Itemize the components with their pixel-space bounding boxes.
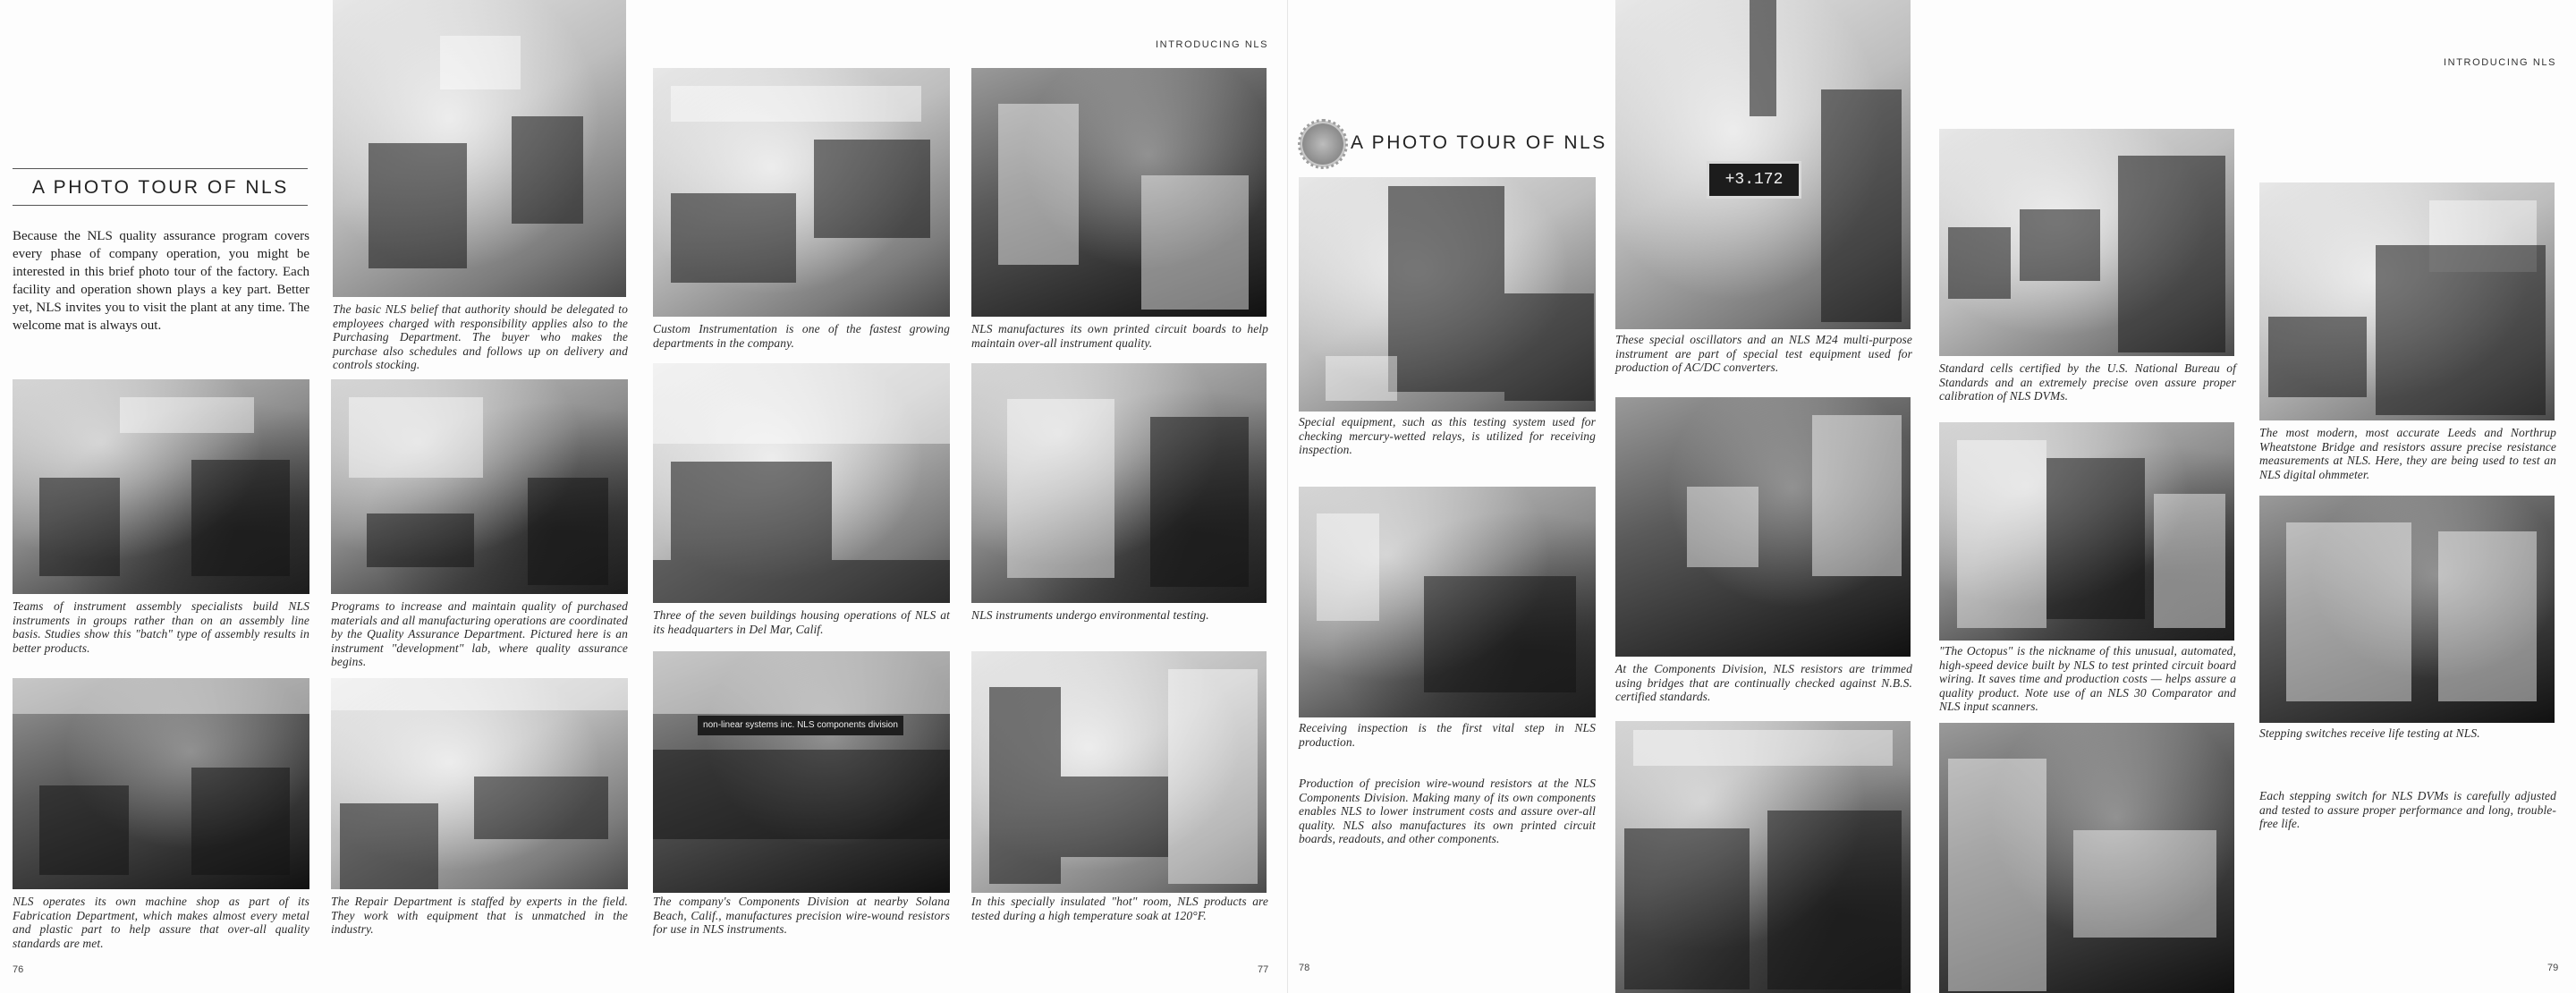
section-title: A PHOTO TOUR OF NLS — [32, 177, 289, 198]
folio-78: 78 — [1299, 963, 1310, 973]
photo-oscillators — [1615, 0, 1911, 329]
photo-assembly — [13, 379, 309, 594]
photo-headquarters — [653, 363, 950, 603]
running-head: INTRODUCING NLS — [1156, 39, 1269, 50]
caption-assembly: Teams of instrument assembly specialists build NLS instruments in groups rather than on an assembly line basis. Studies show this "batch" type of assembly results in better products. — [13, 599, 309, 655]
digital-display — [1707, 161, 1801, 199]
photo-circuit-boards — [971, 68, 1267, 317]
folio-79: 79 — [2547, 963, 2559, 973]
photo-components-division — [653, 651, 950, 893]
caption-receiving-inspection: Receiving inspection is the first vital step in NLS production. — [1299, 721, 1596, 749]
caption-stepping-adjusted: Each stepping switch for NLS DVMs is carefully adjusted and tested to assure proper performance and long, trouble-free life. — [2259, 789, 2556, 830]
folio-76: 76 — [13, 964, 24, 975]
folio-77: 77 — [1258, 964, 1269, 975]
intro-paragraph: Because the NLS quality assurance program covers every phase of company operation, you might be interested in this brief photo tour of the factory. Each facility and operation shown plays a key part. Better yet, NLS invites you to visit the plant at any time. The welcome mat is always out. — [13, 229, 309, 333]
caption-components-division: The company's Components Division at nearby Solana Beach, Calif., manufactures precision wire-wound resistors for use in NLS instruments. — [653, 895, 950, 936]
photo-hot-room — [971, 651, 1267, 893]
caption-oscillators: These special oscillators and an NLS M24 multi-purpose instrument are part of special test equipment used for production of AC/DC converters. — [1615, 333, 1912, 374]
caption-octopus: "The Octopus" is the nickname of this unusual, automated, high-speed device built by NLS to test printed circuit board wiring. It saves time and production costs — helps assure a quality product. Note use of an NLS 30 Comparator and NLS input scanners. — [1939, 644, 2236, 713]
photo-quality-assurance — [331, 379, 628, 594]
title-rule-bottom — [13, 205, 308, 206]
caption-special-equipment: Special equipment, such as this testing system used for checking mercury-wetted relays, is utilized for receiving inspection. — [1299, 415, 1596, 456]
caption-standard-cells: Standard cells certified by the U.S. National Bureau of Standards and an extremely precise oven assure proper calibration of NLS DVMs. — [1939, 361, 2236, 403]
caption-circuit-boards: NLS manufactures its own printed circuit boards to help maintain over-all instrument quality. — [971, 322, 1268, 350]
sign-components-division: non-linear systems inc. NLS components division — [698, 716, 903, 735]
photo-standard-cells — [1939, 129, 2234, 356]
caption-custom-instrumentation: Custom Instrumentation is one of the fastest growing departments in the company. — [653, 322, 950, 350]
caption-machine-shop: NLS operates its own machine shop as part of its Fabrication Department, which makes almost every metal and plastic part to help assure that over-all quality standards are met. — [13, 895, 309, 950]
photo-receiving-inspection — [1299, 487, 1596, 717]
photo-machine-shop — [13, 678, 309, 889]
photo-custom-instrumentation — [653, 68, 950, 317]
caption-purchasing: The basic NLS belief that authority should be delegated to employees charged with responsibility applies also to the Purchasing Department. The buyer who makes the purchase also schedules and follows up on delivery and controls stocking. — [333, 302, 628, 371]
caption-quality-assurance: Programs to increase and maintain quality of purchased materials and all manufacturing operations are coordinated by the Quality Assurance Department. Pictured here is an instrument "development" lab, where quality assurance begins. — [331, 599, 628, 668]
photo-environmental — [971, 363, 1267, 603]
photo-resistors-trimmed — [1615, 397, 1911, 657]
photo-octopus — [1939, 422, 2234, 641]
photo-stepping-adjust — [1939, 723, 2234, 993]
caption-wheatstone: The most modern, most accurate Leeds and Northrup Wheatstone Bridge and resistors assure precise resistance measurements at NLS. Here, they are being used to test an NLS digital ohmmeter. — [2259, 426, 2556, 481]
photo-production-line — [1615, 721, 1911, 993]
photo-wheatstone — [2259, 182, 2555, 420]
photo-repair — [331, 678, 628, 889]
photo-purchasing — [333, 0, 626, 297]
photo-special-equipment — [1299, 177, 1596, 412]
nls-seal-icon — [1302, 123, 1343, 165]
photo-stepping-switches — [2259, 496, 2555, 723]
title-rule-top — [13, 168, 308, 169]
caption-hot-room: In this specially insulated "hot" room, NLS products are tested during a high temperature soak at 120°F. — [971, 895, 1268, 922]
right-spread — [1288, 0, 2576, 993]
caption-production-resistors: Production of precision wire-wound resistors at the NLS Components Division. Making many of its own components enables NLS to lower instrument costs and assure over-all quality. NLS also manufactures its own printed circuit boards, readouts, and other components. — [1299, 777, 1596, 845]
section-title: A PHOTO TOUR OF NLS — [1351, 132, 1607, 153]
caption-resistors-trimmed: At the Components Division, NLS resistors are trimmed using bridges that are continually checked against N.B.S. certified standards. — [1615, 662, 1912, 703]
caption-repair: The Repair Department is staffed by experts in the field. They work with equipment that is unmatched in the industry. — [331, 895, 628, 936]
display-readout: +3.172 — [1724, 171, 1784, 189]
caption-stepping-switches: Stepping switches receive life testing at NLS. — [2259, 726, 2480, 740]
caption-environmental: NLS instruments undergo environmental testing. — [971, 608, 1209, 622]
caption-headquarters: Three of the seven buildings housing operations of NLS at its headquarters in Del Mar, Calif. — [653, 608, 950, 636]
running-head: INTRODUCING NLS — [2444, 57, 2557, 68]
